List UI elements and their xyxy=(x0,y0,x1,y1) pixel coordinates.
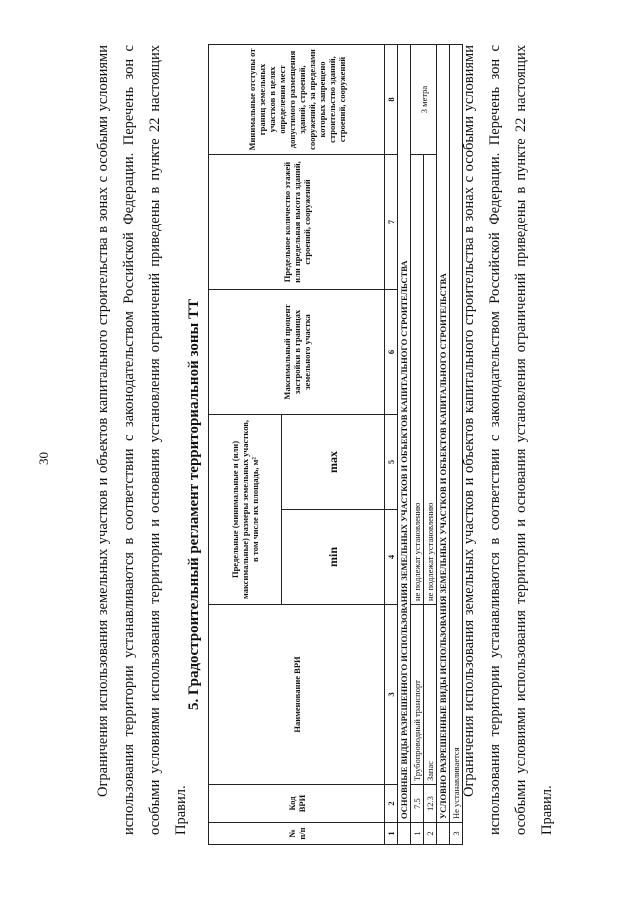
header-floors: Предельное количество этажей или предельная высота зданий, строений, сооружений xyxy=(209,155,385,290)
header-name: Наименование ВРИ xyxy=(209,605,385,785)
col-number: 2 xyxy=(385,785,398,823)
section-main-row xyxy=(398,45,411,845)
col-number: 6 xyxy=(385,290,398,415)
row-code: 7.5 xyxy=(411,785,424,823)
section-conditional-title: УСЛОВНО РАЗРЕШЕННЫЕ ВИДЫ ИСПОЛЬЗОВАНИЯ ЗЕМЕЛЬНЫХ УЧАСТКОВ И ОБЪЕКТОВ КАПИТАЛЬНОГО СТРОИТЕЛЬСТВА xyxy=(437,45,450,823)
page-number: 30 xyxy=(36,452,51,465)
table-header-row xyxy=(209,45,282,845)
paragraph-top-text: Ограничения использования земельных участков и объектов капитального строительства в зонах с особыми условиями использования территории устанавливаются в соответствии с законодательством Российской Федерации. Перечень зон с особыми условиями использования территории и основания установления ограничений приведены в пункте 22 настоящих Правил. xyxy=(95,45,189,835)
column-number-row xyxy=(385,45,398,845)
col-number: 7 xyxy=(385,155,398,290)
header-max: max xyxy=(282,415,385,510)
section-conditional-row xyxy=(437,45,450,845)
col-number: 3 xyxy=(385,605,398,785)
row-text: Не устанавливается xyxy=(450,45,463,823)
row-code: 12.3 xyxy=(424,785,437,823)
header-code: Код ВРИ xyxy=(209,785,385,823)
row-num: 1 xyxy=(411,823,424,845)
header-setback: Минимальные отступы от границ земельных участков в целях определения мест допустимого размещения зданий, строений, сооружений, за пределами которых запрещено строительство зданий, строений, сооружений xyxy=(209,45,385,155)
col-number: 5 xyxy=(385,415,398,510)
row-limits: не подлежат установлению xyxy=(424,155,437,605)
paragraph-bottom-text: Ограничения использования земельных участков и объектов капитального строительства в зонах с особыми условиями использования территории устанавливаются в соответствии с законодательством Российской Федерации. Перечень зон с особыми условиями использования территории и основания установления ограничений приведены в пункте 22 настоящих Правил. xyxy=(461,45,555,835)
section-heading: 5. Градостроительный регламент территориальной зоны ТТ xyxy=(186,298,202,710)
row-name: Запас xyxy=(424,605,437,785)
col-number: 4 xyxy=(385,510,398,605)
header-num: № п/п xyxy=(209,823,385,845)
table-row xyxy=(424,45,437,845)
col-number: 1 xyxy=(385,823,398,845)
header-min: min xyxy=(282,510,385,605)
header-area-group: Предельные (минимальные и (или) максимальные) размеры земельных участков, в том числе их площадь, м² xyxy=(209,415,282,605)
header-percent: Максимальный процент застройки в границах земельного участка xyxy=(209,290,385,415)
row-num: 2 xyxy=(424,823,437,845)
regulation-table xyxy=(208,44,463,845)
row-setback: 3 метра xyxy=(411,45,437,155)
row-limits: не подлежат установлению xyxy=(411,155,424,605)
paragraph-bottom xyxy=(456,45,560,835)
paragraph-top xyxy=(90,45,194,835)
section-main-title: ОСНОВНЫЕ ВИДЫ РАЗРЕШЕННОГО ИСПОЛЬЗОВАНИЯ ЗЕМЕЛЬНЫХ УЧАСТКОВ И ОБЪЕКТОВ КАПИТАЛЬНОГО СТРОИТЕЛЬСТВА xyxy=(398,45,411,823)
col-number: 8 xyxy=(385,45,398,155)
row-name: Трубопроводный транспорт xyxy=(411,605,424,785)
row-num: 3 xyxy=(450,823,463,845)
table-row xyxy=(411,45,424,845)
